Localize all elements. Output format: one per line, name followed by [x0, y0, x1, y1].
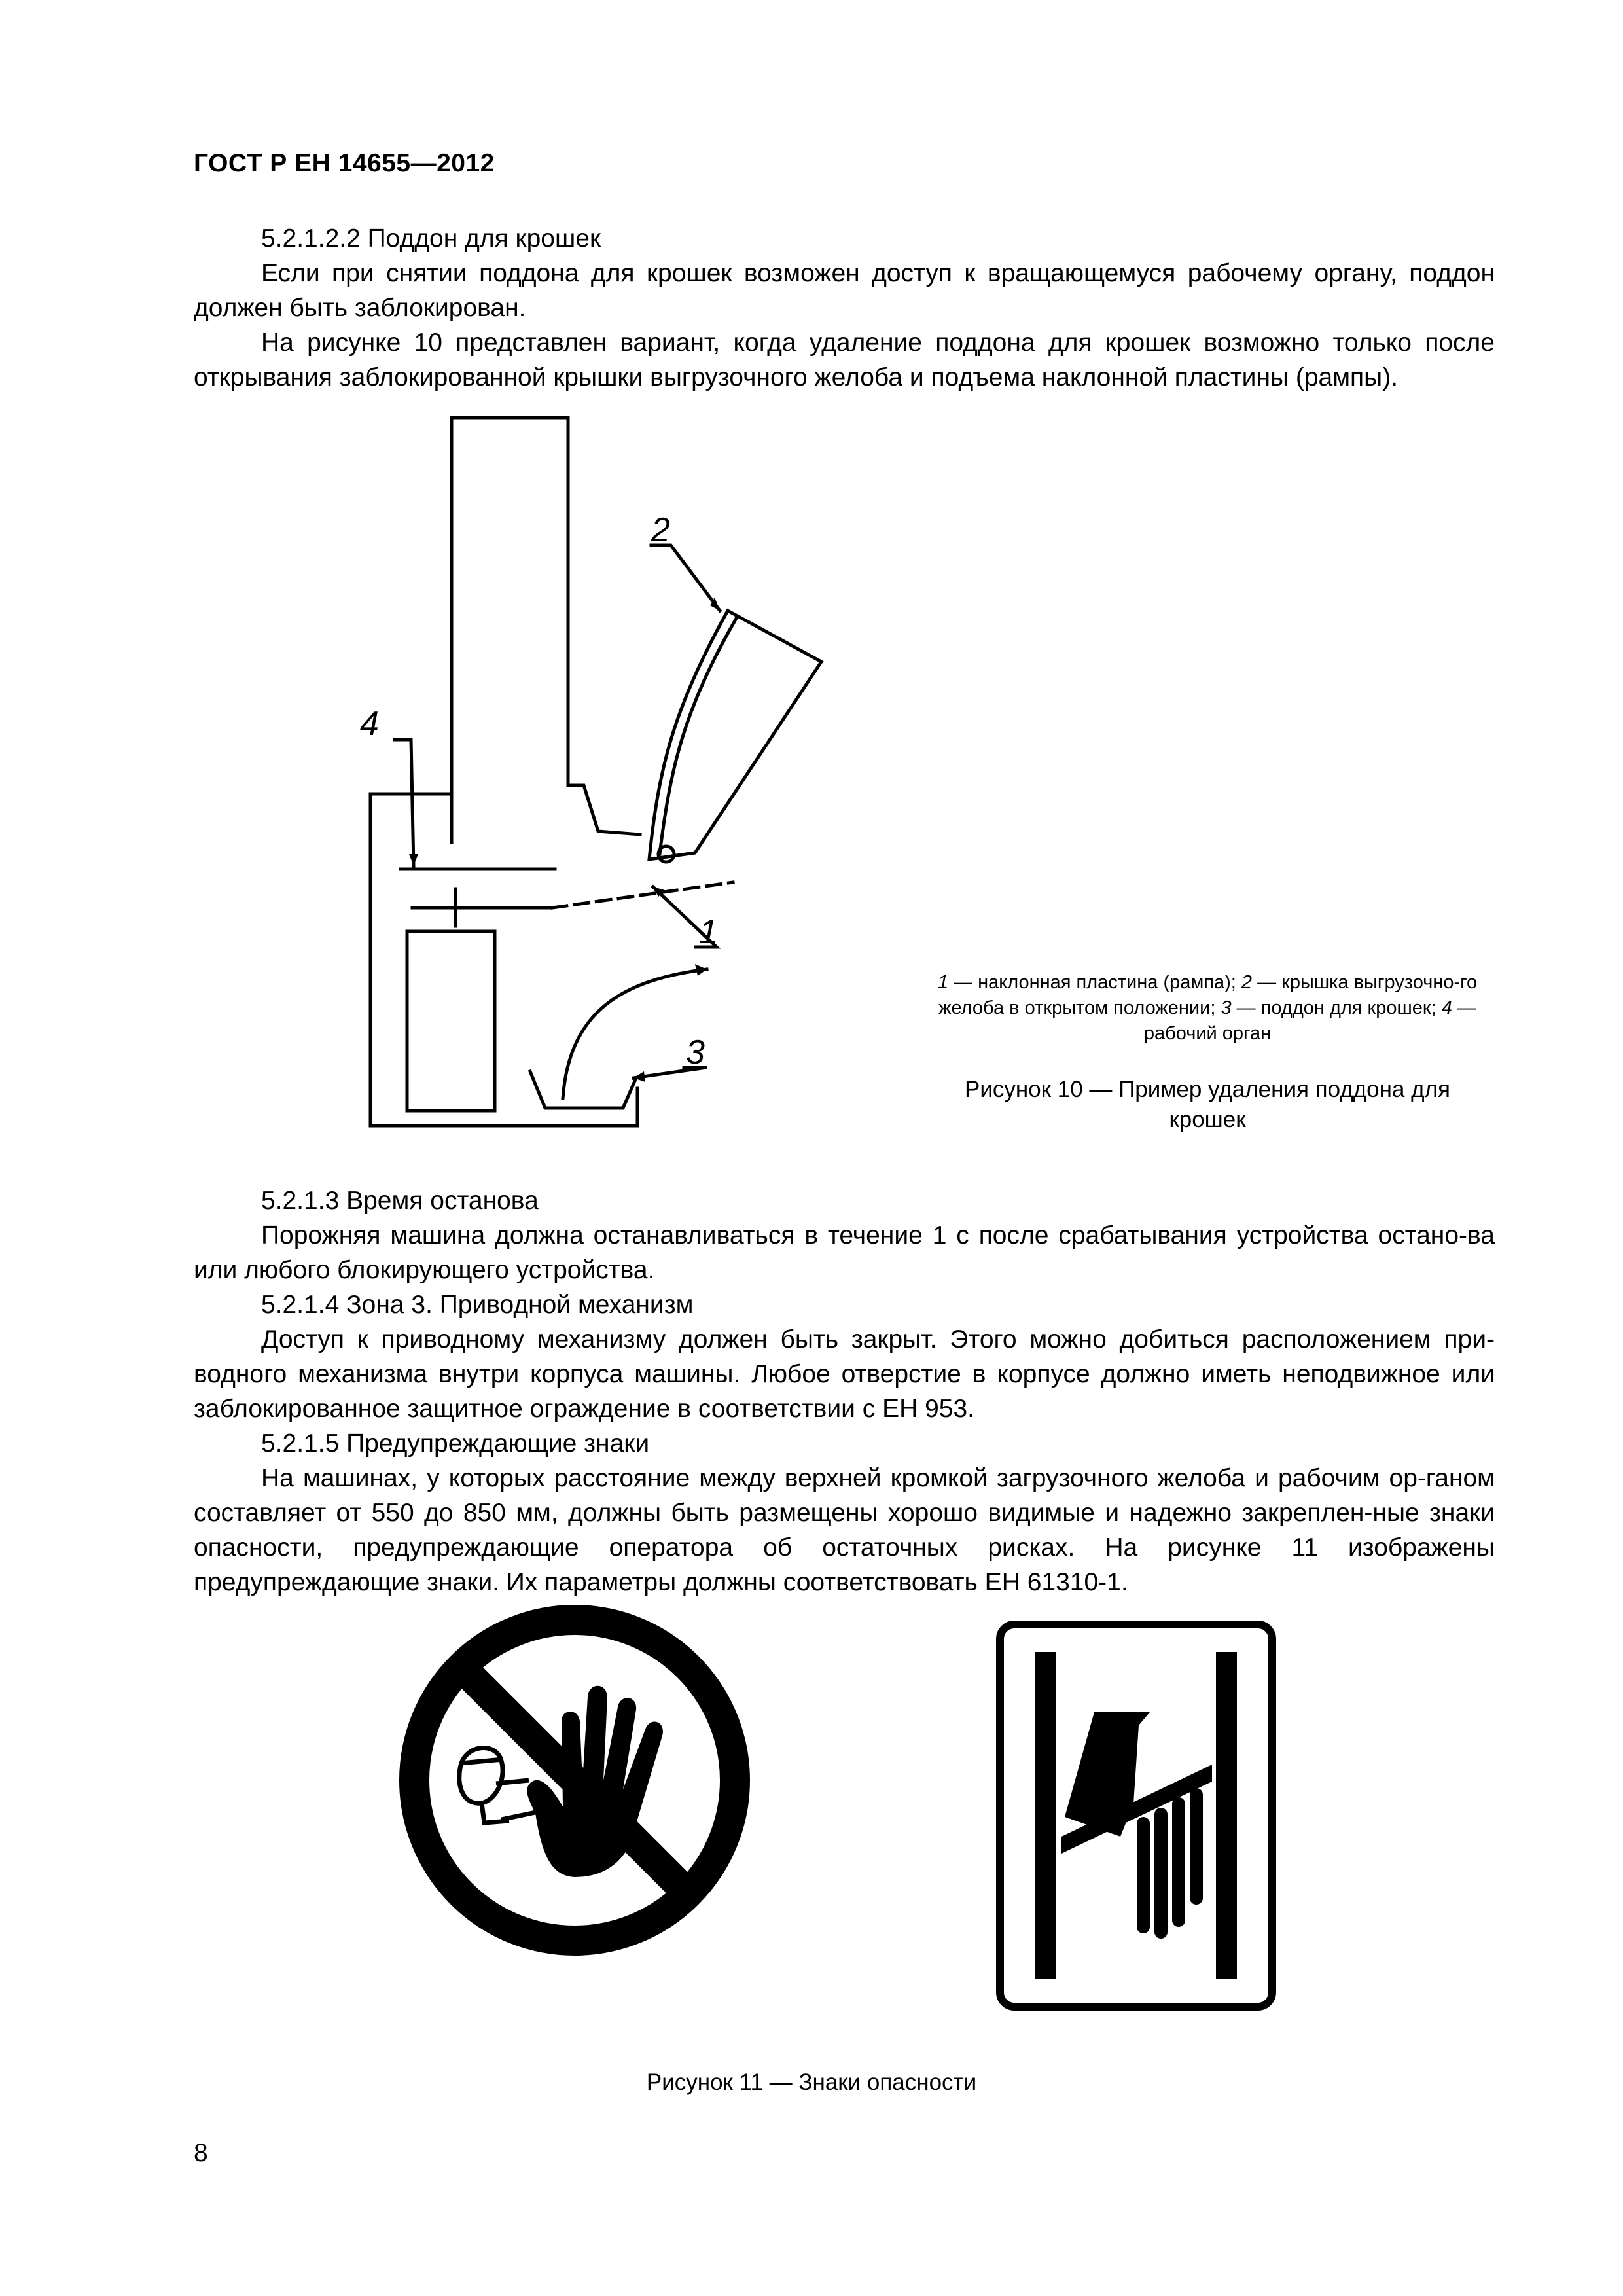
section-heading: 5.2.1.5 Предупреждающие знаки [261, 1429, 650, 1458]
paragraph: На машинах, у которых расстояние между верхней кромкой загрузочного желоба и рабочим ор-ганом составляет от 550 до 850 мм, должны быть размещены хорошо видимые и надежно закреплен-ные знаки опасности, предупреждающие оператора об остаточных рисках. На рисунке 11 изображены предупреждающие знаки. Их параметры должны соответствовать ЕН 61310-1. [194, 1464, 1495, 1596]
section-heading: 5.2.1.2.2 Поддон для крошек [261, 224, 601, 253]
chute-cover [649, 611, 821, 859]
figure-label-1: 1 [699, 913, 718, 951]
section-stop-time [194, 1183, 1495, 1600]
crumb-tray [530, 1071, 636, 1108]
paragraph: Если при снятии поддона для крошек возможен доступ к вращающемуся рабочему органу, поддон должен быть заблокирован. [194, 259, 1495, 322]
no-access-hand-sign [398, 1604, 751, 1957]
document-header: ГОСТ Р ЕН 14655—2012 [194, 149, 495, 177]
machine-body [370, 794, 637, 1126]
section-heading: 5.2.1.3 Время останова [261, 1187, 539, 1215]
section-heading: 5.2.1.4 Зона 3. Приводной механизм [261, 1291, 694, 1319]
figure-10-legend: 1 — наклонная пластина (рампа); 2 — крышка выгрузочно-го желоба в открытом положении; 3 — поддон для крошек; 4 — рабочий орган [937, 972, 1478, 1044]
figure-label-2: 2 [651, 511, 670, 549]
paragraph: Доступ к приводному механизму должен быть закрыт. Этого можно добиться расположением при-водного механизма внутри корпуса машины. Любое отверстие в корпусе должно иметь неподвижное или заблокированное защитное ограждение в соответствии с ЕН 953. [194, 1325, 1495, 1423]
machine-housing [452, 418, 640, 842]
figure-label-3: 3 [686, 1033, 705, 1071]
paragraph: Порожняя машина должна останавливаться в течение 1 с после срабатывания устройства остано-ва или любого блокирующего устройства. [194, 1221, 1495, 1284]
page-number: 8 [194, 2139, 208, 2167]
paragraph: На рисунке 10 представлен вариант, когда удаление поддона для крошек возможно только после открывания заблокированной крышки выгрузочного желоба и подъема наклонной пластины (рампы). [194, 329, 1495, 391]
inner-block [407, 931, 495, 1111]
figure-10-caption: Рисунок 10 — Пример удаления поддона для крошек [965, 1077, 1450, 1132]
section-crumb-tray [194, 221, 1495, 395]
figure-label-4: 4 [360, 705, 379, 743]
figure-11-caption: Рисунок 11 — Знаки опасности [646, 2070, 977, 2095]
hand-crush-hazard-sign [996, 1621, 1276, 2011]
